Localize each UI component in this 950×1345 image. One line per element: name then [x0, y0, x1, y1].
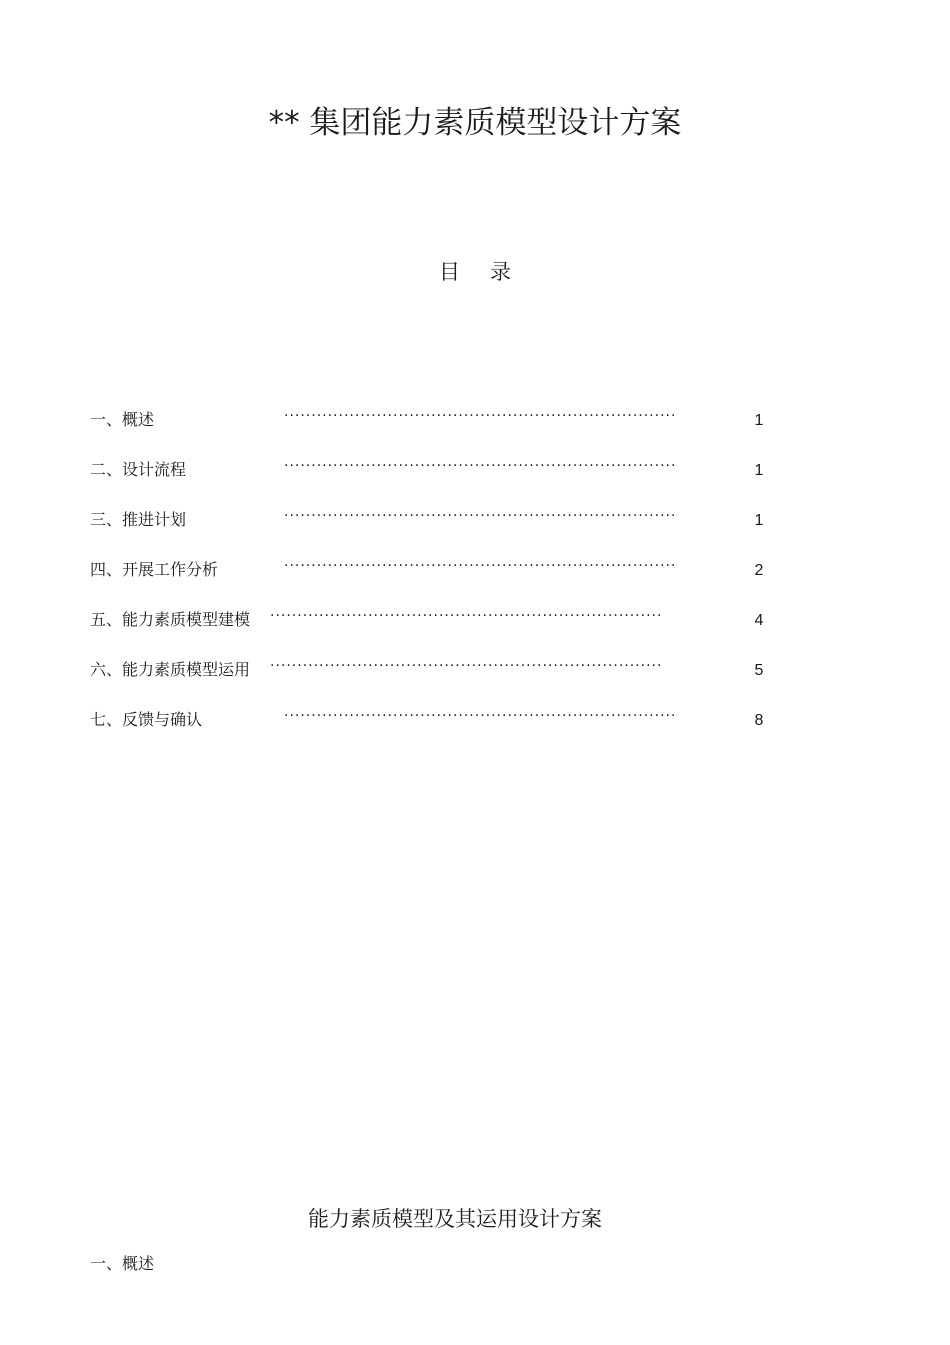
toc-leader-dots: ········································································	[284, 708, 677, 724]
toc-entry-label: 三、推进计划	[90, 510, 187, 529]
toc-leader-dots: ········································································	[270, 608, 663, 624]
toc-page-number: 2	[754, 562, 764, 579]
toc-entry-application[interactable]	[0, 656, 950, 684]
toc-entry-label: 五、能力素质模型建模	[90, 610, 251, 629]
toc-page-number: 4	[754, 612, 764, 629]
toc-page-number: 1	[754, 462, 764, 479]
toc-entry-label: 六、能力素质模型运用	[90, 660, 251, 679]
toc-entry-design-process[interactable]	[0, 456, 950, 484]
toc-page-number: 8	[754, 712, 764, 729]
toc-leader-dots: ········································································	[284, 558, 677, 574]
section-heading: 一、概述	[90, 1254, 155, 1273]
toc-entry-label: 一、概述	[90, 410, 155, 429]
toc-entry-feedback[interactable]	[0, 706, 950, 734]
section-title: 能力素质模型及其运用设计方案	[308, 1207, 602, 1231]
toc-leader-dots: ········································································	[284, 508, 677, 524]
toc-page-number: 1	[754, 412, 764, 429]
toc-page-number: 5	[754, 662, 764, 679]
document-title: ** 集团能力素质模型设计方案	[268, 105, 682, 141]
toc-entry-label: 七、反馈与确认	[90, 710, 203, 729]
toc-leader-dots: ········································································	[270, 658, 663, 674]
toc-entry-label: 四、开展工作分析	[90, 560, 219, 579]
toc-heading: 目录	[439, 260, 541, 284]
toc-entry-overview[interactable]	[0, 406, 950, 434]
toc-entry-plan[interactable]	[0, 506, 950, 534]
toc-page-number: 1	[754, 512, 764, 529]
toc-entry-job-analysis[interactable]	[0, 556, 950, 584]
toc-entry-modeling[interactable]	[0, 606, 950, 634]
toc-leader-dots: ········································································	[284, 408, 677, 424]
toc-entry-label: 二、设计流程	[90, 460, 187, 479]
toc-leader-dots: ········································································	[284, 458, 677, 474]
